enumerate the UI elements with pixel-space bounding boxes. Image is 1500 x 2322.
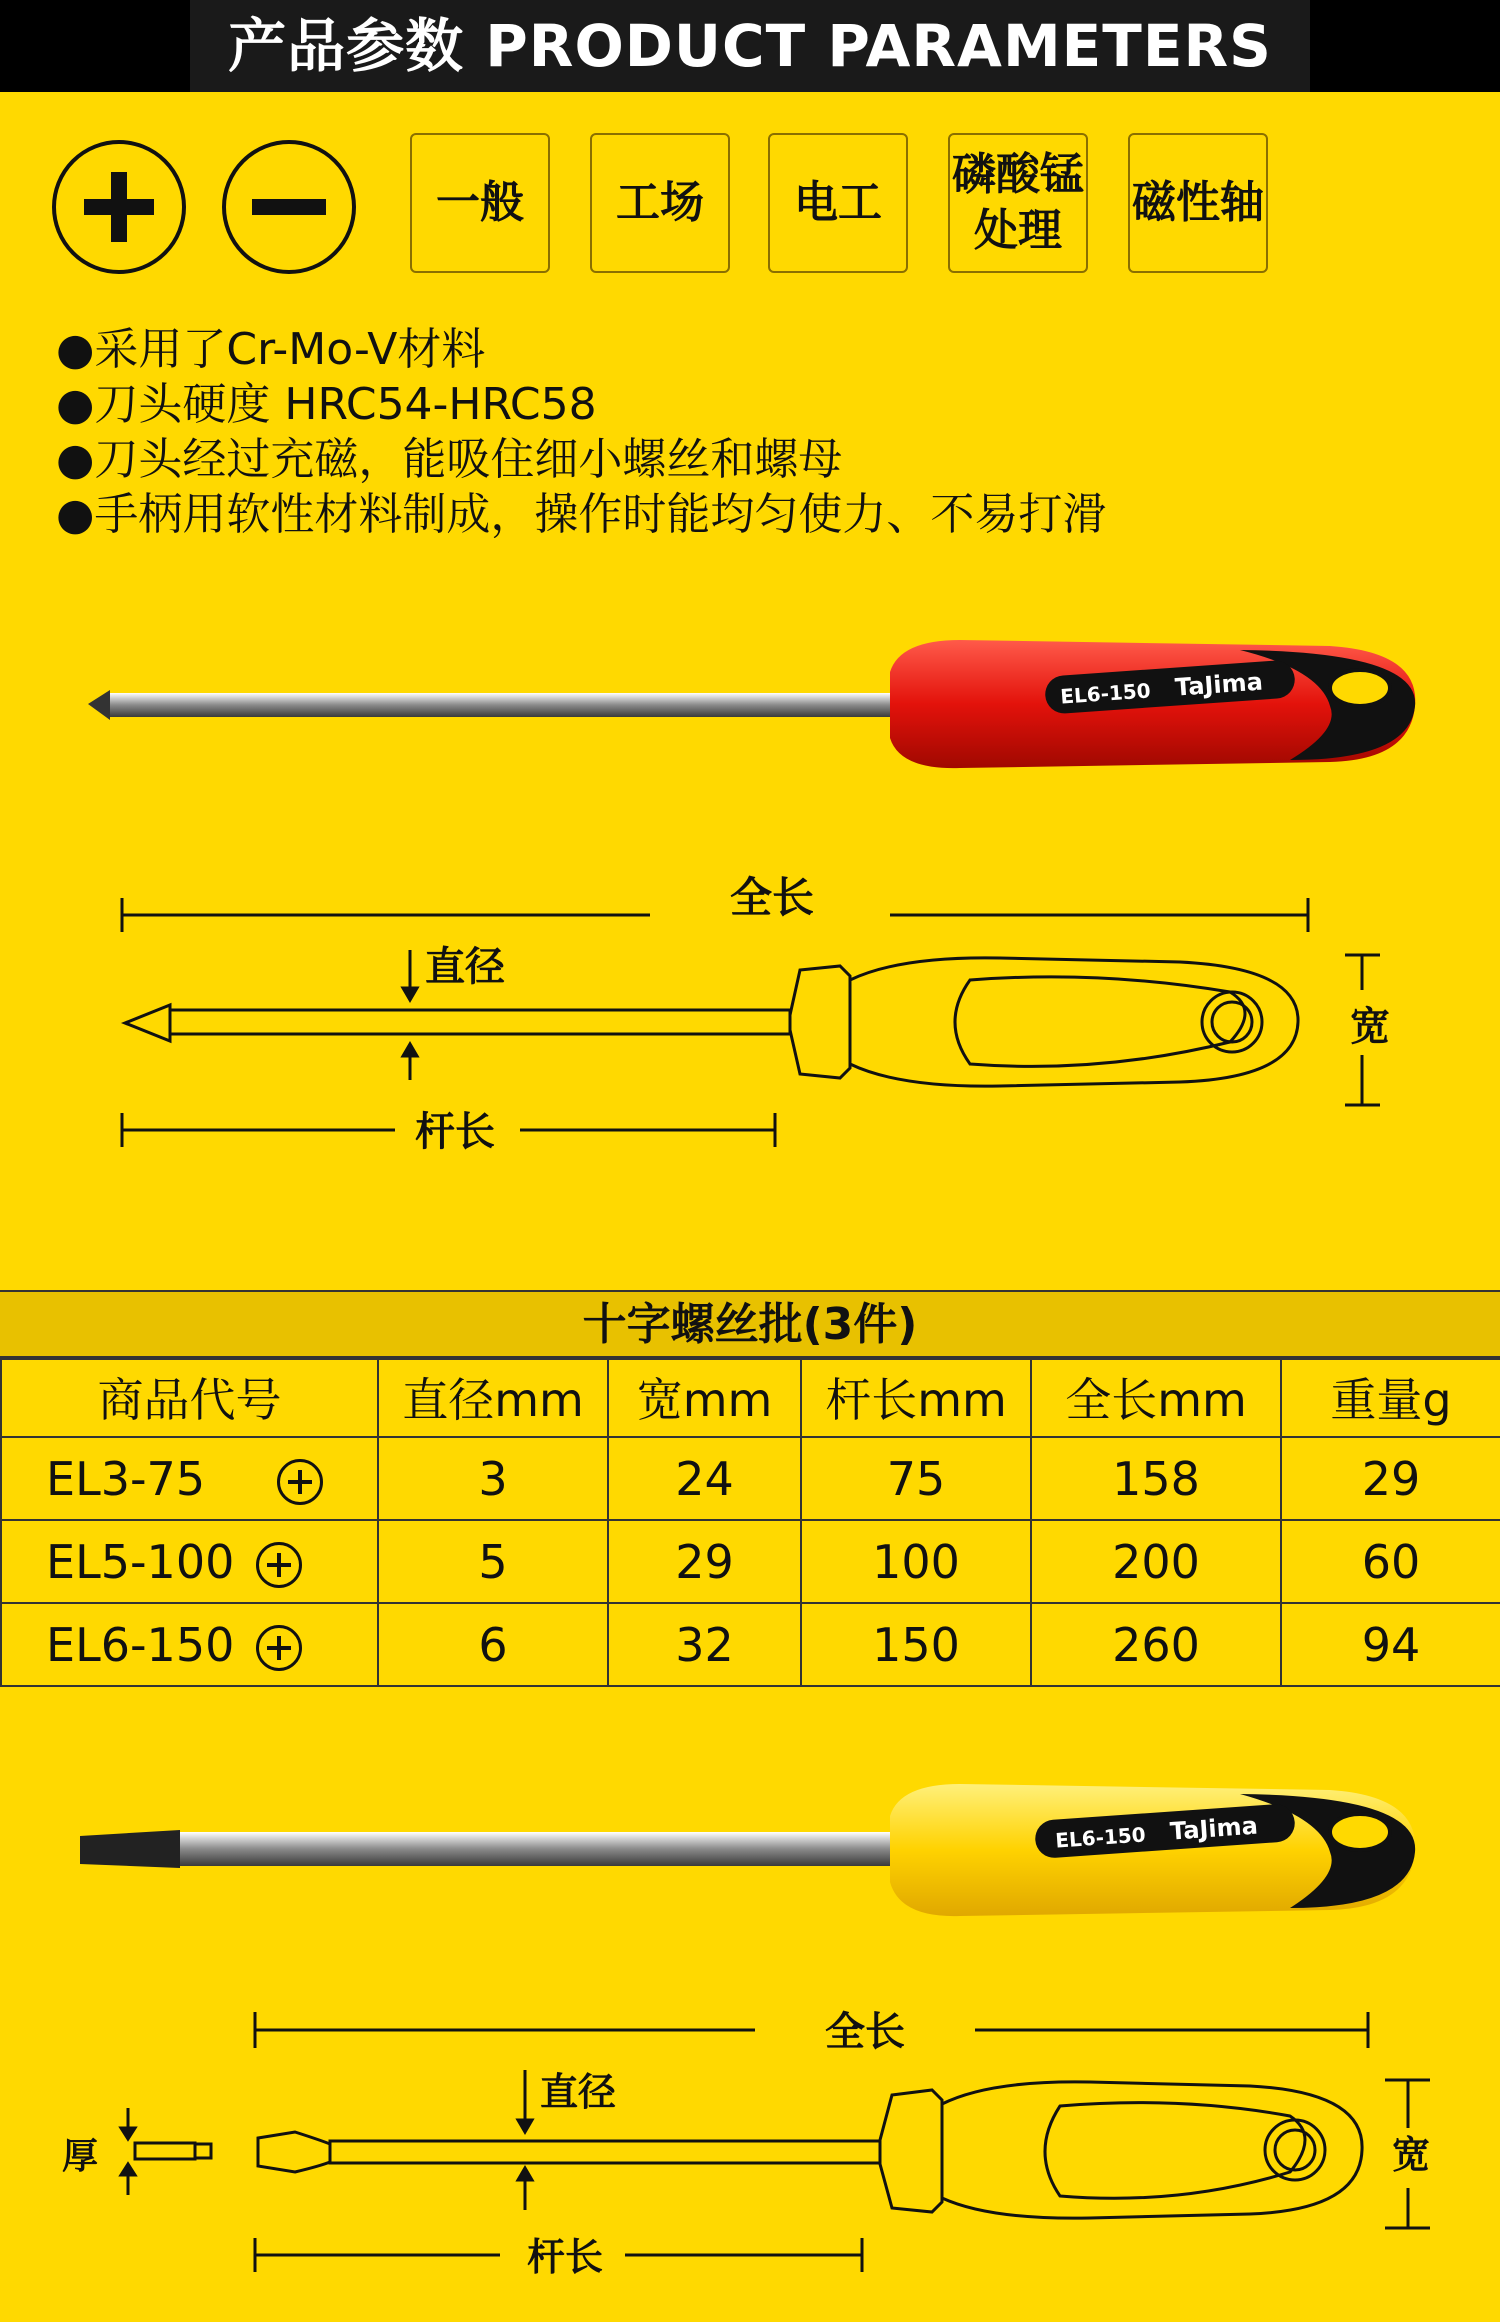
label-total-length: 全长 [729, 873, 815, 922]
col-header-code: 商品代号 [1, 1357, 378, 1437]
feature-magnetized: ●刀头经过充磁，能吸住细小螺丝和螺母 [56, 434, 843, 485]
spec-table-title: 十字螺丝批(3件) [0, 1290, 1500, 1360]
table-row [1, 1520, 1500, 1603]
cell-code: EL5-100 [46, 1534, 235, 1589]
slotted-icon [222, 140, 356, 274]
header-bar [0, 0, 1500, 92]
cell-weight: 60 [1281, 1520, 1500, 1603]
col-header-weight: 重量g [1281, 1357, 1500, 1437]
cell-total-length: 260 [1031, 1603, 1281, 1686]
label-shaft-length: 杆长 [526, 2235, 604, 2279]
phillips-icon [277, 1459, 323, 1505]
red-handle-brand-label: TaJima [1174, 667, 1264, 702]
feature-soft-handle: ●手柄用软性材料制成，操作时能均匀使力、不易打滑 [56, 489, 1107, 540]
tag-manganese-phosphate: 磷酸锰 处理 [948, 133, 1088, 273]
tag-magnetic-shaft: 磁性轴 [1128, 133, 1268, 273]
cell-weight: 94 [1281, 1603, 1500, 1686]
cell-shaft-length: 150 [801, 1603, 1031, 1686]
page-title: 产品参数 PRODUCT PARAMETERS [228, 12, 1272, 80]
cell-diameter: 6 [378, 1603, 608, 1686]
table-header-row [1, 1357, 1500, 1437]
label-thickness: 厚 [62, 2136, 99, 2177]
tag-general: 一般 [410, 133, 550, 273]
tag-factory: 工场 [590, 133, 730, 273]
col-header-shaft-length: 杆长mm [801, 1357, 1031, 1437]
cell-total-length: 158 [1031, 1437, 1281, 1520]
col-header-diameter: 直径mm [378, 1357, 608, 1437]
label-diameter: 直径 [540, 2070, 617, 2114]
table-row [1, 1437, 1500, 1520]
cell-width: 29 [608, 1520, 801, 1603]
cell-diameter: 3 [378, 1437, 608, 1520]
cell-total-length: 200 [1031, 1520, 1281, 1603]
cell-width: 32 [608, 1603, 801, 1686]
label-width: 宽 [1350, 1004, 1390, 1050]
label-diameter: 直径 [425, 944, 505, 990]
phillips-dimension-drawing [0, 870, 1500, 1180]
feature-material: ●采用了Cr-Mo-V材料 [56, 324, 486, 375]
feature-hardness: ●刀头硬度 HRC54-HRC58 [56, 379, 597, 430]
col-header-width: 宽mm [608, 1357, 801, 1437]
spec-table [0, 1356, 1500, 1687]
label-width: 宽 [1392, 2133, 1431, 2177]
cell-code: EL6-150 [46, 1617, 235, 1672]
cell-diameter: 5 [378, 1520, 608, 1603]
phillips-icon [52, 140, 186, 274]
slotted-screwdriver-image [0, 1760, 1500, 1940]
tag-electrician: 电工 [768, 133, 908, 273]
cell-width: 24 [608, 1437, 801, 1520]
cell-shaft-length: 100 [801, 1520, 1031, 1603]
yellow-handle-model-label: EL6-150 [1054, 1822, 1147, 1853]
slotted-dimension-drawing [0, 2000, 1500, 2300]
label-total-length: 全长 [825, 2009, 905, 2055]
cell-code: EL3-75 [46, 1451, 206, 1506]
phillips-icon [256, 1542, 302, 1588]
cell-shaft-length: 75 [801, 1437, 1031, 1520]
col-header-total-length: 全长mm [1031, 1357, 1281, 1437]
yellow-handle-brand-label: TaJima [1169, 1811, 1259, 1846]
phillips-icon [256, 1625, 302, 1671]
table-row [1, 1603, 1500, 1686]
red-handle-model-label: EL6-150 [1059, 678, 1152, 709]
label-shaft-length: 杆长 [415, 1109, 495, 1155]
phillips-screwdriver-image [0, 610, 1500, 790]
cell-weight: 29 [1281, 1437, 1500, 1520]
